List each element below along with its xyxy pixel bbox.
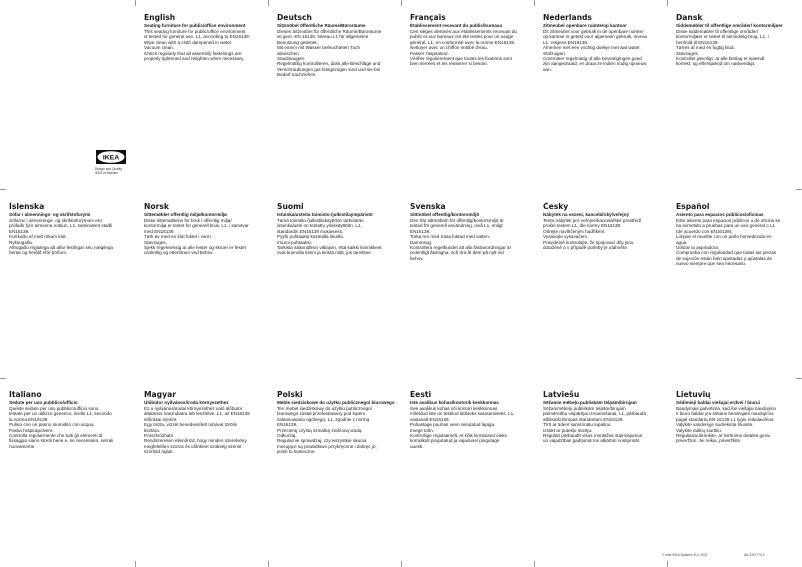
language-heading: Česky bbox=[543, 202, 569, 211]
body-line: See avalikus kohas või kontori keskkonnas bbox=[410, 405, 498, 411]
section-eesti bbox=[410, 390, 528, 449]
body-line: Tīrīt ar ūdenī samitrinātu lupatiņu. bbox=[543, 422, 612, 428]
language-heading: Français bbox=[410, 13, 446, 22]
body-line: Disse sittemøblene for bruk i offentlig miljø/ bbox=[144, 217, 232, 223]
body-line: ha sometido a pruebas para un uso general o L1 bbox=[676, 223, 776, 229]
section-suomi bbox=[277, 202, 395, 256]
body-line: agua. bbox=[676, 239, 688, 245]
body-line: Regelmäßig kontrollieren, dass alle Beschläge und bbox=[277, 61, 381, 67]
body-line: Este asiento para espacios públicos u de oficina se bbox=[676, 217, 781, 223]
body-line: mõeldud iste on testitud üldiseks kasutamiseks, L1, bbox=[410, 411, 515, 417]
body-line: L1, volgens EN16139. bbox=[543, 39, 589, 45]
section-italiano bbox=[9, 390, 127, 449]
section-title: Asiento para espacios públicos/oficinas bbox=[676, 212, 764, 217]
body-line: Bandymais patvirtinta, kad šie viešajai naudojimo bbox=[676, 405, 777, 411]
body-line: Valykite vandenyje sudrėkinta šluoste. bbox=[676, 422, 754, 428]
body-line: EN16139. bbox=[410, 228, 431, 234]
document-code: AA-2307770-4 bbox=[744, 553, 765, 557]
body-line: Afnemen met een vochtig doekje met wat water. bbox=[543, 45, 641, 51]
body-line: Dammsug. bbox=[410, 239, 433, 245]
body-line: Odkurzaj. bbox=[277, 432, 297, 438]
body-line: biurowego został przetestowany pod kątem bbox=[277, 411, 366, 417]
body-line: priveržtos. Jei reikia, priveržkite. bbox=[676, 438, 742, 444]
ikea-logo-mark bbox=[96, 150, 126, 164]
section-svenska bbox=[410, 202, 528, 261]
body-line: ordentligt åtdragna, och dra åt dem på nytt vid bbox=[410, 250, 504, 256]
body-line: általános használatra lett tesztelve, L1, az EN16139 bbox=[144, 411, 250, 417]
body-line: Tarkista säännöllisin väliajoin, että kaikki kiinnikkeet bbox=[277, 244, 382, 250]
language-heading: Polski bbox=[277, 390, 303, 399]
body-line: Sjekk regelmessig at alle fester og skruer er festet bbox=[144, 244, 246, 250]
fold-mark bbox=[796, 189, 802, 190]
body-line: testate per un utilizzo generico, livello L1, secondo bbox=[9, 411, 112, 417]
body-line: fissaggio siano stretti bene e, se necessario, serrali bbox=[9, 438, 114, 444]
body-line: Nettoyer avec un chiffon imbibé d'eau. bbox=[410, 45, 488, 51]
body-line: pagal standartą EN 16139 L1 lygio reikalavimus. bbox=[676, 416, 775, 422]
body-line: korralikult pingutatud ja vajadusel pingutage bbox=[410, 438, 500, 444]
body-line: Queste sedute per uso pubblico/ufficio sono bbox=[9, 405, 99, 411]
section--slenska bbox=[9, 202, 127, 256]
body-line: szorítsd rajtuk. bbox=[144, 449, 174, 455]
body-line: Sēžammēbeļu publiskām telpām/birojam bbox=[543, 405, 626, 411]
fold-mark bbox=[534, 0, 535, 6]
body-line: Kontrollera regelbundet att alla fästanordningar är bbox=[410, 244, 512, 250]
body-line: zijn aangedraaid, en draai ze indien nodig opnieuw bbox=[543, 61, 647, 67]
body-line: henhold til EN16139. bbox=[676, 39, 719, 45]
fold-mark bbox=[667, 561, 668, 567]
body-line: standardin EN16139 mukaisesti. bbox=[277, 228, 344, 234]
body-line: général, L1, en conformité avec la norme EN16139. bbox=[410, 39, 516, 45]
body-line: Comprueba con regularidad que todas las piezas bbox=[676, 250, 777, 256]
section-title: Siddemøbler til offentlige områder/ kontormiljøer bbox=[676, 23, 783, 28]
body-line: Verschraubungen gut festgezogen sind und sie bei bbox=[277, 66, 381, 72]
body-line: kontormiljø er testet for generell bruk, L1, i samsvar bbox=[144, 223, 249, 229]
body-line: ir biuro baldai yra tinkami bendrajam naudojimui bbox=[676, 411, 774, 417]
body-line: Porszívózható. bbox=[144, 432, 175, 438]
body-line: istuinkaluste on testattu yleiskäyttöön, L1, bbox=[277, 223, 362, 229]
body-line: Bedarf nachziehen. bbox=[277, 72, 317, 78]
section-title: Sófar í almennings- og skrifstofurými bbox=[9, 212, 91, 217]
section-polski bbox=[277, 390, 395, 455]
copyright-notice: © Inter IKEA Systems B.V. 2021 bbox=[662, 553, 708, 557]
body-line: Puhastage puuhas veen niisutatud lapiga. bbox=[410, 422, 496, 428]
body-line: is tested for general use, L1, according to EN16139. bbox=[144, 34, 250, 40]
body-line: Dit zitmeubel voor gebruik in de openbare ruimte/ bbox=[543, 28, 644, 34]
body-line: piemērotību vispārējai izmantošanai, L1, pārbaudā bbox=[543, 411, 646, 417]
body-line: properly tightened and retighten when necessary. bbox=[144, 55, 245, 61]
section-title: Sedute per uso pubblico/ufficio bbox=[9, 400, 78, 405]
section-title: Sittmöbel offentlig/kontorsmiljö bbox=[410, 212, 480, 217]
body-line: Disse siddemøbler til offentlige områder/ bbox=[676, 28, 759, 34]
language-heading: Dansk bbox=[676, 13, 703, 22]
fold-mark bbox=[135, 561, 136, 567]
body-line: megfelelően szoros és időnként szükség szerint bbox=[144, 443, 242, 449]
body-line: prófaðir fyrir almenna notkun, L1, samkvæmt staðli bbox=[9, 223, 113, 229]
language-heading: Magyar bbox=[144, 390, 176, 399]
section-espa-ol bbox=[676, 202, 794, 267]
body-line: (de acuerdo con EN16139). bbox=[676, 228, 733, 234]
body-line: de sujeción están bien ajustadas y ajústalas de bbox=[676, 255, 773, 261]
body-line: ordentlig og etterstram ved behov. bbox=[144, 250, 214, 256]
language-heading: Deutsch bbox=[277, 13, 312, 22]
body-line: Ces sièges destinés aux établissements recevant du bbox=[410, 28, 517, 34]
body-line: public et aux bureaux ont été testés pour un usage bbox=[410, 34, 514, 40]
body-line: Kontroller jævnligt, at alle beslag er spændt bbox=[676, 55, 765, 61]
section-latvie-u bbox=[543, 390, 661, 444]
section-nederlands bbox=[543, 13, 661, 72]
body-line: ist gem. EN 16139, Niveau L1 für allgemeine bbox=[277, 34, 369, 40]
body-line: med EN16139. bbox=[144, 228, 175, 234]
body-line: prošel testem L1, dle normy EN16139. bbox=[543, 223, 622, 229]
body-line: dotaženě a v případě potřeby je utáhněte. bbox=[543, 244, 629, 250]
body-line: EN16139. bbox=[9, 228, 30, 234]
body-line: Støvsuges. bbox=[144, 239, 167, 245]
body-line: uuesti. bbox=[410, 443, 424, 449]
body-line: Torka ren med trasa fuktad med vatten. bbox=[410, 234, 490, 240]
body-line: bien serrées et les resserrer si besoin. bbox=[410, 61, 488, 67]
fold-mark bbox=[268, 561, 269, 567]
body-line: Imege tolm. bbox=[410, 427, 434, 433]
language-heading: Svenska bbox=[410, 202, 446, 211]
body-line: Ryksugaðu. bbox=[9, 239, 34, 245]
body-line: This seating furniture for public/office environment bbox=[144, 28, 246, 34]
body-line: vastavalt EN16139. bbox=[410, 416, 450, 422]
language-heading: English bbox=[144, 13, 176, 22]
body-line: Kontrollige regulaarselt, et kõik kinnitused oleks bbox=[410, 432, 507, 438]
body-line: Regulāri pārbaudīt visus montāžas stiprinājumus bbox=[543, 432, 643, 438]
logo-caption bbox=[95, 167, 122, 175]
section-english bbox=[144, 13, 262, 61]
logo-caption-line-2: IKEA of Sweden bbox=[95, 171, 119, 175]
body-line: Tämä toimisto-/julkistilakäyttöön tarkoitettu bbox=[277, 217, 364, 223]
fold-mark bbox=[0, 189, 6, 190]
section-magyar bbox=[144, 390, 262, 455]
section-title: Sėdimieji baldai viešajai erdvei / biurui bbox=[676, 400, 760, 405]
section-lietuvi- bbox=[676, 390, 794, 444]
language-heading: Italiano bbox=[9, 390, 42, 399]
body-line: Regularnie sprawdzaj, czy wszystkie okucia bbox=[277, 438, 367, 444]
body-line: Den här sittmöbeln för offentlig/kontorsmiljö är bbox=[410, 217, 504, 223]
body-line: ovat kunnolla kiinni ja kiristä niitä, jos tarvitsee. bbox=[277, 250, 372, 256]
body-line: atbilstoši Eiropas standartam EN16139. bbox=[543, 416, 624, 422]
language-heading: Íslenska bbox=[9, 202, 45, 211]
fold-mark bbox=[401, 561, 402, 567]
section-title: Sitzmöbel öffentliche Räume/Büroräume bbox=[277, 23, 366, 28]
fold-mark bbox=[796, 378, 802, 379]
body-line: nuevo siempre que sea necesario. bbox=[676, 261, 747, 267]
body-line: előírásai szerint. bbox=[144, 416, 178, 422]
body-line: nuovamente. bbox=[9, 443, 36, 449]
body-line: Limpiar el mueble con un paño humedecido en bbox=[676, 234, 772, 240]
body-line: Valykite dulkių siurbliu. bbox=[676, 427, 723, 433]
body-line: kontormiljøer er testet til almindelig brug, L1, i bbox=[676, 34, 769, 40]
body-line: Passa l'aspirapolvere. bbox=[9, 427, 54, 433]
language-heading: Español bbox=[676, 202, 710, 211]
body-line: korrekt, og efterspænd om nødvendigt. bbox=[676, 61, 756, 67]
body-line: Check regularly that all assembly fastenings are bbox=[144, 50, 242, 56]
body-line: abwischen. bbox=[277, 50, 300, 56]
ikea-logo-text: IKEA bbox=[102, 154, 120, 162]
language-heading: Nederlands bbox=[543, 13, 592, 22]
section-title: Iste avalikus kohas/kontorik keskkonnas bbox=[410, 400, 499, 405]
section-title: Sittemøbler offentlig miljø/kontormiljø bbox=[144, 212, 227, 217]
body-line: behov. bbox=[410, 255, 424, 261]
body-line: Stofzuigen. bbox=[543, 50, 566, 56]
section-title: Sēžamie mēbeļu publiskām telpām/birojam bbox=[543, 400, 637, 405]
language-heading: Lietuvių bbox=[676, 390, 711, 399]
body-line: Tento nábytek pro veřejné/kancelářské prostředí bbox=[543, 217, 642, 223]
body-line: Przecieraj czystą szmatką zwilżoną wodą. bbox=[277, 427, 363, 433]
fold-mark bbox=[534, 561, 535, 567]
section-title: Établissement recevant du public/bureaux bbox=[410, 23, 503, 28]
fold-mark bbox=[0, 378, 6, 379]
body-line: un vajadzības gadījumā tos atkārtoti nostiprināt. bbox=[543, 438, 641, 444]
section-title: Seating furniture for public/office environment bbox=[144, 23, 246, 28]
section--esky bbox=[543, 202, 661, 250]
ikea-logo bbox=[96, 150, 126, 164]
section-title: Zitmeubel openbare ruimte/op kantoor bbox=[543, 23, 627, 28]
body-line: hertar og herðið eftir þörfum. bbox=[9, 250, 68, 256]
logo-caption-line-1: Design and Quality bbox=[95, 167, 122, 171]
body-line: Dieses Sitzmöbel für öffentliche Räume/Büroräume bbox=[277, 28, 382, 34]
section-title: Nábytek na sezení, kancelářský/veřejný bbox=[543, 212, 630, 217]
body-line: jeżeli to konieczne. bbox=[277, 449, 316, 455]
body-line: Staubsaugen. bbox=[277, 55, 306, 61]
fold-mark bbox=[135, 0, 136, 6]
language-heading: Latviešu bbox=[543, 390, 580, 399]
body-line: Athugaðu reglulega að allar festingar séu nægilega bbox=[9, 244, 113, 250]
body-line: Utilizar la aspiradora. bbox=[676, 244, 720, 250]
body-line: Reguliariai tikrinkite, ar tvirtinimo detalės gerai bbox=[676, 432, 770, 438]
body-line: EN16139. bbox=[277, 422, 298, 428]
body-line: Imuroi puhtaaksi. bbox=[277, 239, 312, 245]
body-line: Pulisci con un panno inumidito con acqua. bbox=[9, 422, 95, 428]
body-line: Rendszeresen ellenőrizd, hogy minden szerelvény bbox=[144, 438, 247, 444]
language-heading: Norsk bbox=[144, 202, 169, 211]
body-line: Izsūkt ar putekļu sūcēju. bbox=[543, 427, 593, 433]
language-heading: Eesti bbox=[410, 390, 432, 399]
body-line: Passer l'aspirateur. bbox=[410, 50, 449, 56]
body-line: Vacuum clean. bbox=[144, 45, 175, 51]
section-fran-ais bbox=[410, 13, 528, 67]
body-line: Sófarnir í almennings- og skrifstofurýmum eru bbox=[9, 217, 102, 223]
body-line: Ez a nyilvános/irodai környezethez való ülőbútor bbox=[144, 405, 243, 411]
body-line: Wipe clean with a cloth dampened in water. bbox=[144, 39, 233, 45]
section-title: Ülőbútor nyilvános/iroda környezethez bbox=[144, 400, 229, 405]
fold-mark bbox=[268, 0, 269, 6]
body-line: Støvsuges. bbox=[676, 50, 699, 56]
body-line: tisztára. bbox=[144, 427, 161, 433]
body-line: la norma EN16139. bbox=[9, 416, 49, 422]
body-line: Controlla regolarmente che tutti gli elementi di bbox=[9, 432, 103, 438]
section-title: Istuinkalusteita toimisto-/julkistilaympäristö bbox=[277, 212, 373, 217]
body-line: Egy tiszta, vízzel benedvesített ruhával törölni bbox=[144, 422, 238, 428]
body-line: aan. bbox=[543, 66, 552, 72]
body-line: Tørk av med en klut fuktet i vann. bbox=[144, 234, 212, 240]
body-line: Otírejte navlhčeným hadříkem. bbox=[543, 228, 606, 234]
body-line: Pyyhi puhtaaksi kostealla liinalla. bbox=[277, 234, 344, 240]
body-line: Þurrkaðu af með rökum klút. bbox=[9, 234, 67, 240]
body-line: testad för generell användning, nivå L1, enligt bbox=[410, 223, 503, 229]
body-line: Tørres af med en fugtig klud. bbox=[676, 45, 735, 51]
section-norsk bbox=[144, 202, 262, 256]
body-line: Ten mebel siedziskowy do użytku publicznego/ bbox=[277, 405, 372, 411]
body-line: Vérifier régulièrement que toutes les fixations sont bbox=[410, 55, 512, 61]
body-line: Controleer regelmatig of alle bevestigingen goed bbox=[543, 55, 642, 61]
section-deutsch bbox=[277, 13, 395, 78]
language-heading: Suomi bbox=[277, 202, 304, 211]
body-line: op kantoor is getest voor algemeen gebruik, niveau bbox=[543, 34, 648, 40]
body-line: mocujące są prawidłowo przykręcone i dokręć je, bbox=[277, 443, 377, 449]
section-title: Meble siedziskowe do użytku publicznego/ biurowego bbox=[277, 400, 395, 405]
body-line: Mit einem mit Wasser befeuchteten Tuch bbox=[277, 45, 361, 51]
fold-mark bbox=[667, 0, 668, 6]
section-dansk bbox=[676, 13, 794, 67]
body-line: Pravidelně kontrolujte, že spojovací díly jsou bbox=[543, 239, 634, 245]
fold-mark bbox=[401, 0, 402, 6]
body-line: zastosowania ogólnego, L1, zgodnie z normą bbox=[277, 416, 370, 422]
body-line: Vysávejte vysavačem. bbox=[543, 234, 589, 240]
body-line: Benutzung getestet. bbox=[277, 39, 318, 45]
